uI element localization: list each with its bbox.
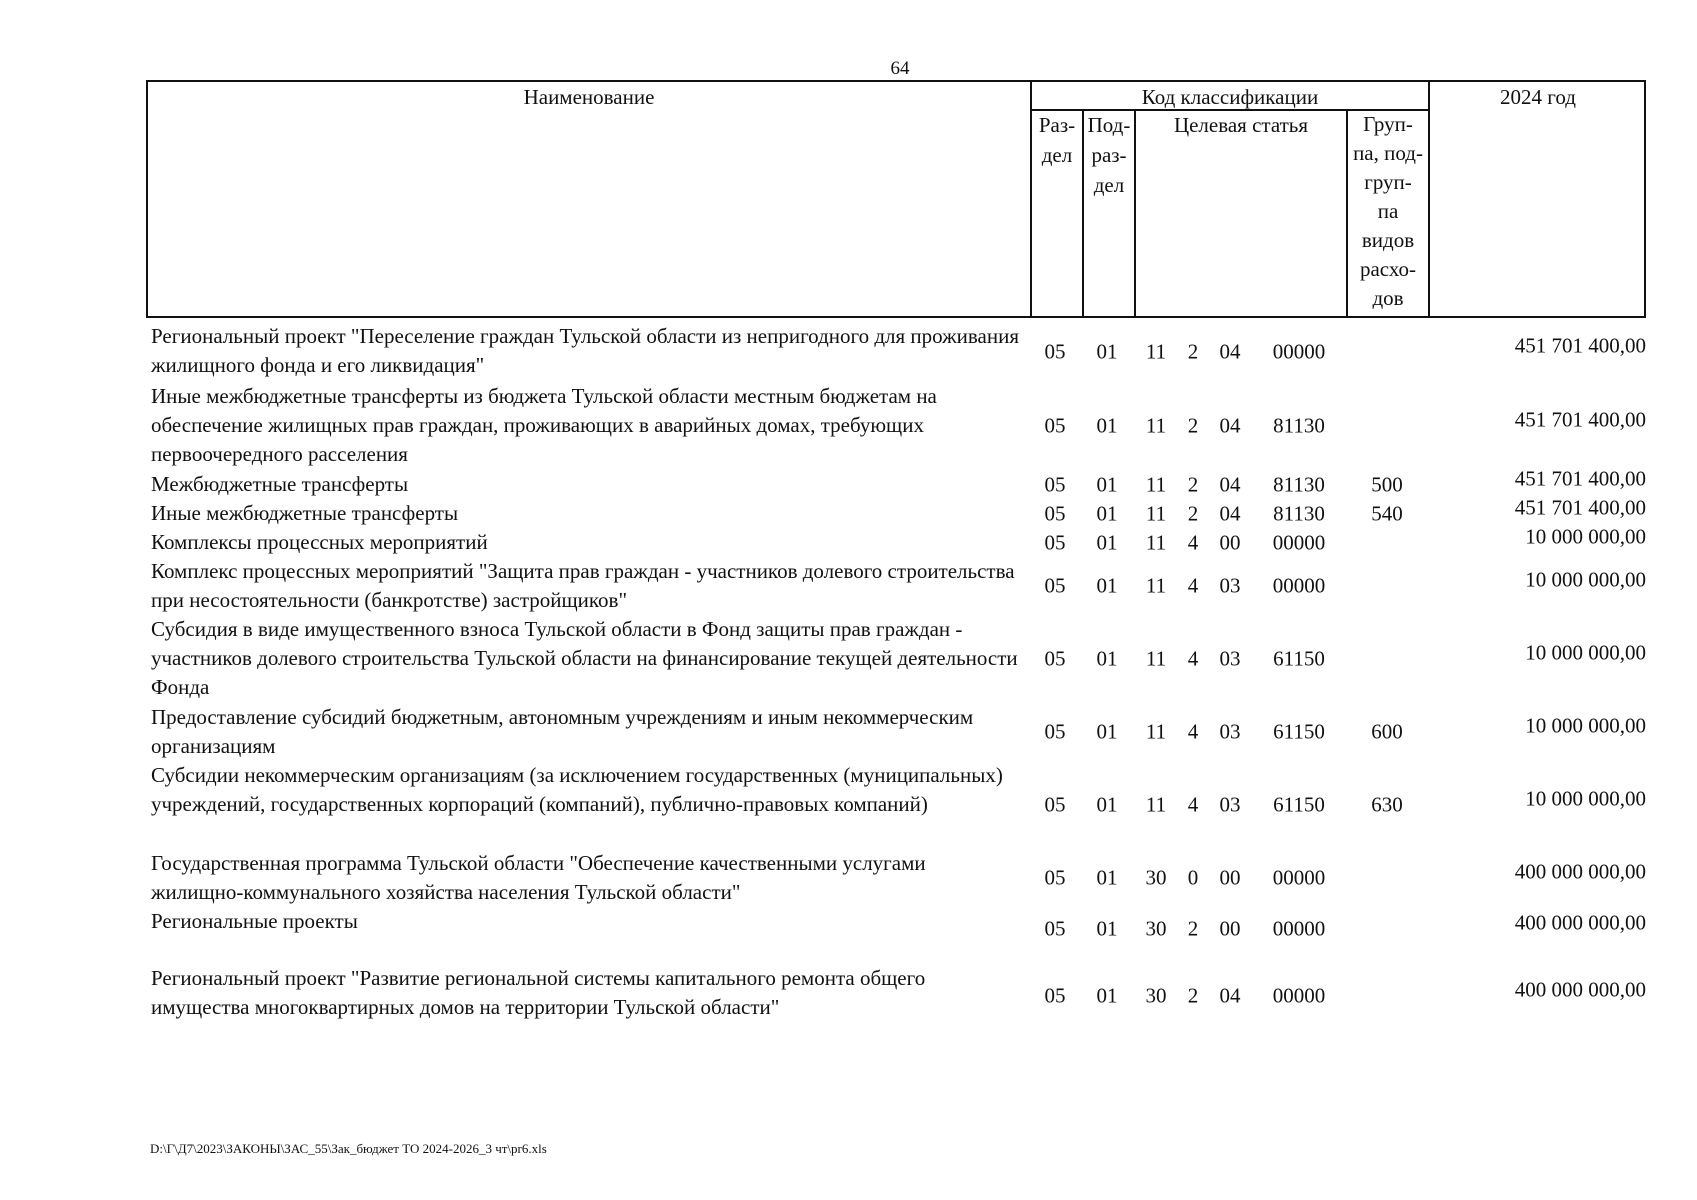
row-razdel: 05: [1044, 719, 1066, 744]
row-razdel: 05: [1044, 865, 1066, 890]
header-group: Груп- па, под- груп- па видов расхо- дов: [1353, 112, 1423, 310]
row-t3: 04: [1219, 339, 1241, 364]
row-name: Комплекс процессных мероприятий "Защита прав граждан - участников долевого строительства при несостоятельности (банкротстве) застройщиков": [151, 559, 1015, 612]
row-amount: 451 701 400,00: [1514, 407, 1646, 432]
row-group: 630: [1371, 792, 1403, 817]
row-podrazdel: 01: [1096, 573, 1118, 598]
row-podrazdel: 01: [1096, 719, 1118, 744]
row-name: Субсидия в виде имущественного взноса Тульской области в Фонд защиты прав граждан - участников долевого строительства Тульской области на финансирование текущей деятельности Фонда: [151, 617, 1018, 699]
row-t1: 30: [1145, 865, 1167, 890]
row-podrazdel: 01: [1096, 983, 1118, 1008]
table-row: [146, 466, 1656, 499]
row-t3: 04: [1219, 413, 1241, 438]
row-razdel: 05: [1044, 983, 1066, 1008]
row-amount: 10 000 000,00: [1525, 786, 1646, 811]
row-t4: 00000: [1272, 916, 1326, 940]
row-amount: 10 000 000,00: [1525, 713, 1646, 738]
row-t2: 4: [1187, 792, 1199, 817]
row-t3: 04: [1219, 501, 1241, 525]
row-t3: 00: [1219, 865, 1241, 890]
row-t2: 2: [1187, 916, 1199, 940]
row-t3: 03: [1219, 792, 1241, 817]
row-t1: 11: [1145, 530, 1167, 554]
row-amount: 10 000 000,00: [1525, 524, 1646, 549]
row-razdel: 05: [1044, 339, 1066, 364]
row-name: Межбюджетные трансферты: [151, 472, 409, 496]
page-number: 64: [890, 58, 910, 79]
table-row: [146, 524, 1656, 557]
table-row: [146, 907, 1656, 950]
row-t3: 03: [1219, 719, 1241, 744]
row-razdel: 05: [1044, 916, 1066, 940]
row-t4: 61150: [1273, 792, 1325, 817]
row-t2: 2: [1187, 501, 1199, 525]
row-t4: 61150: [1273, 719, 1325, 744]
row-t1: 11: [1145, 792, 1167, 817]
row-razdel: 05: [1044, 501, 1066, 525]
row-name: Региональные проекты: [151, 909, 358, 933]
row-t3: 04: [1219, 472, 1241, 496]
row-razdel: 05: [1044, 472, 1066, 496]
row-t2: 4: [1187, 573, 1199, 598]
row-name: Иные межбюджетные трансферты: [151, 501, 459, 525]
row-podrazdel: 01: [1096, 530, 1118, 554]
row-t1: 11: [1145, 719, 1167, 744]
row-t1: 30: [1145, 983, 1167, 1008]
table-row: [146, 557, 1656, 615]
header-podrazdel: Под- раз- дел: [1087, 113, 1131, 197]
row-t3: 03: [1219, 573, 1241, 598]
row-name: Региональный проект "Развитие региональной системы капитального ремонта общего имущества многоквартирных домов на территории Тульской области": [151, 966, 926, 1019]
row-t1: 11: [1145, 413, 1167, 438]
row-t4: 00000: [1272, 983, 1326, 1008]
table-row: [146, 322, 1656, 382]
header-code-group: Код классификации: [1141, 85, 1319, 109]
row-t4: 00000: [1272, 339, 1326, 364]
row-podrazdel: 01: [1096, 413, 1118, 438]
row-t2: 4: [1187, 719, 1199, 744]
row-t2: 4: [1187, 646, 1199, 671]
row-podrazdel: 01: [1096, 865, 1118, 890]
row-group: 540: [1371, 501, 1403, 525]
row-podrazdel: 01: [1096, 916, 1118, 940]
row-podrazdel: 01: [1096, 339, 1118, 364]
row-amount: 451 701 400,00: [1514, 466, 1646, 491]
row-t4: 00000: [1272, 530, 1326, 554]
row-t1: 11: [1145, 646, 1167, 671]
row-t4: 81130: [1273, 472, 1325, 496]
row-name: Региональный проект "Переселение граждан Тульской области из непригодного для проживания жилищного фонда и его ликвидация": [151, 324, 1019, 377]
table-header: [146, 80, 1646, 318]
row-t1: 11: [1145, 339, 1167, 364]
row-razdel: 05: [1044, 792, 1066, 817]
row-razdel: 05: [1044, 646, 1066, 671]
row-t3: 03: [1219, 646, 1241, 671]
table-row: [146, 964, 1656, 1028]
table-row: [146, 495, 1656, 528]
table-row: [146, 382, 1656, 470]
row-t1: 30: [1145, 916, 1167, 940]
row-t4: 81130: [1273, 413, 1325, 438]
row-name: Предоставление субсидий бюджетным, автономным учреждениям и иным некоммерческим организациям: [151, 705, 974, 758]
row-name: Государственная программа Тульской области "Обеспечение качественными услугами жилищно-коммунального хозяйства населения Тульской области": [151, 851, 926, 904]
row-t3: 00: [1219, 530, 1241, 554]
header-year: 2024 год: [1500, 85, 1576, 109]
row-podrazdel: 01: [1096, 501, 1118, 525]
row-t2: 2: [1187, 339, 1199, 364]
row-t2: 2: [1187, 983, 1199, 1008]
footer-file-path: D:\Г\Д7\2023\ЗАКОНЫ\ЗАС_55\Зак_бюджет ТО 2024-2026_3 чт\pr6.xls: [150, 1141, 547, 1156]
row-t1: 11: [1145, 573, 1167, 598]
row-t4: 61150: [1273, 646, 1325, 671]
row-name: Иные межбюджетные трансферты из бюджета Тульской области местным бюджетам на обеспечение жилищных прав граждан, проживающих в аварийных домах, требующих первоочередного расселения: [151, 384, 937, 466]
row-razdel: 05: [1044, 573, 1066, 598]
row-t2: 2: [1187, 413, 1199, 438]
row-group: 500: [1371, 472, 1403, 496]
row-name: Комплексы процессных мероприятий: [151, 530, 488, 554]
header-razdel: Раз- дел: [1038, 113, 1076, 167]
row-amount: 400 000 000,00: [1514, 977, 1646, 1002]
row-t1: 11: [1145, 501, 1167, 525]
row-amount: 10 000 000,00: [1525, 640, 1646, 665]
row-podrazdel: 01: [1096, 472, 1118, 496]
row-t2: 0: [1187, 865, 1199, 890]
row-amount: 400 000 000,00: [1514, 910, 1646, 935]
header-target: Целевая статья: [1173, 113, 1309, 137]
header-name: Наименование: [523, 85, 655, 109]
row-t2: 4: [1187, 530, 1199, 554]
row-amount: 10 000 000,00: [1525, 567, 1646, 592]
header-divider: [1428, 82, 1430, 318]
table-row: [146, 703, 1656, 761]
row-t3: 04: [1219, 983, 1241, 1008]
row-podrazdel: 01: [1096, 646, 1118, 671]
row-t4: 81130: [1273, 501, 1325, 525]
header-divider: [1134, 110, 1136, 318]
row-amount: 400 000 000,00: [1514, 859, 1646, 884]
row-t1: 11: [1145, 472, 1167, 496]
row-podrazdel: 01: [1096, 792, 1118, 817]
row-t2: 2: [1187, 472, 1199, 496]
table-body: [146, 322, 1656, 1028]
table-row: [146, 849, 1656, 907]
row-group: 600: [1371, 719, 1403, 744]
row-amount: 451 701 400,00: [1514, 333, 1646, 358]
row-amount: 451 701 400,00: [1514, 495, 1646, 520]
row-t4: 00000: [1272, 865, 1326, 890]
table-row: [146, 615, 1656, 703]
row-razdel: 05: [1044, 413, 1066, 438]
table-row: [146, 761, 1656, 849]
row-name: Субсидии некоммерческим организациям (за исключением государственных (муниципальных) учреждений, государственных корпораций (компаний), публично-правовых компаний): [151, 763, 1003, 816]
row-razdel: 05: [1044, 530, 1066, 554]
row-t3: 00: [1219, 916, 1241, 940]
row-t4: 00000: [1272, 573, 1326, 598]
